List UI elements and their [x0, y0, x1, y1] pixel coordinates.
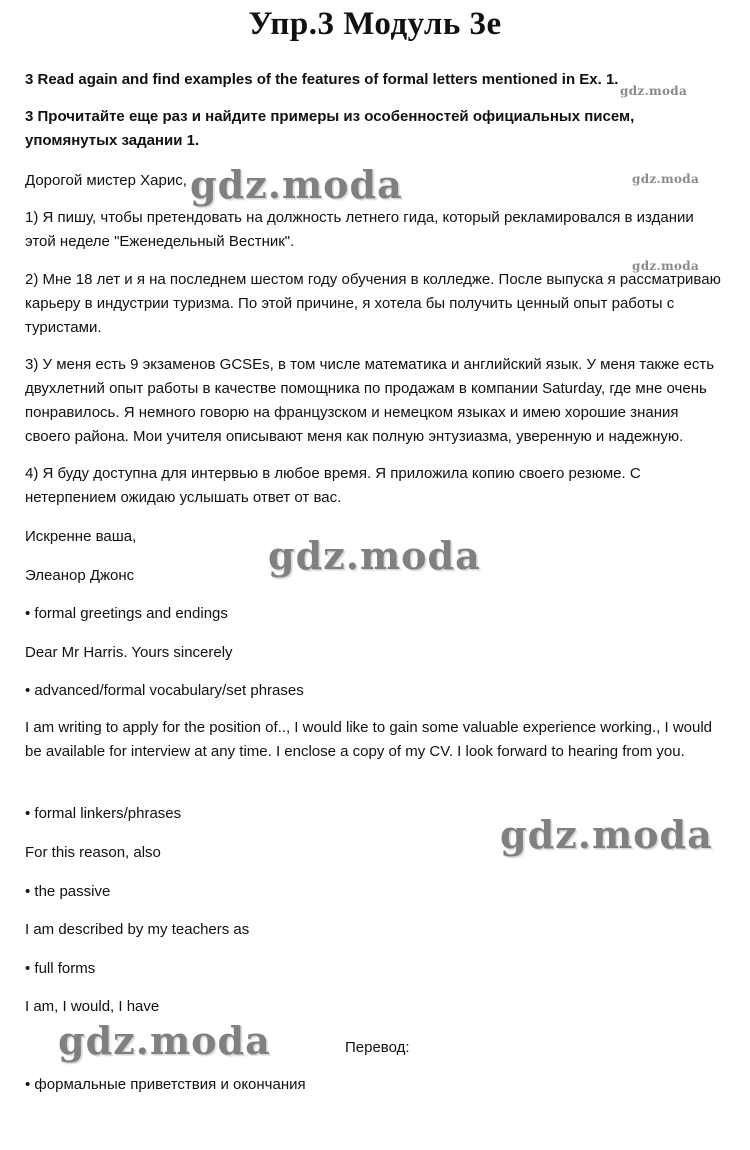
feature-example: I am, I would, I have: [25, 998, 160, 1015]
page-title: Упр.3 Модуль 3е: [248, 6, 502, 42]
watermark: gdz.moda: [268, 533, 481, 578]
watermark: gdz.moda: [632, 172, 700, 186]
letter-greeting: Дорогой мистер Харис,: [25, 172, 187, 189]
watermark: gdz.moda: [632, 259, 700, 273]
watermark: gdz.moda: [190, 162, 403, 207]
letter-paragraph-3: 3) У меня есть 9 экзаменов GCSEs, в том числе математика и английский язык. У меня также есть двухлетний опыт работы в качестве помощника по продажам в компании Saturday, где мне очень понравилось. Я немного говорю на французском и немецком языках и имею хорошие знания своего района. Мои учителя описывают меня как полную энтузиазма, уверенную и надежную.: [25, 356, 715, 445]
letter-closing: Искренне ваша,: [25, 528, 137, 545]
feature-label: • formal linkers/phrases: [25, 805, 182, 822]
translation-item: • формальные приветствия и окончания: [25, 1076, 306, 1093]
task-russian: 3 Прочитайте еще раз и найдите примеры из особенностей официальных писем, упомянутых задании 1.: [25, 108, 635, 149]
feature-label: • full forms: [25, 960, 96, 977]
letter-paragraph-2: 2) Мне 18 лет и я на последнем шестом году обучения в колледже. После выпуска я рассматриваю карьеру в индустрии туризма. По этой причине, я хотела бы получить ценный опыт работы с туристами.: [25, 271, 721, 336]
watermark: gdz.moda: [620, 84, 688, 98]
translation-label: Перевод:: [345, 1039, 410, 1056]
feature-example: Dear Mr Harris. Yours sincerely: [25, 644, 233, 661]
feature-example: I am described by my teachers as: [25, 921, 250, 938]
letter-signature: Элеанор Джонс: [25, 567, 135, 584]
feature-label: • formal greetings and endings: [25, 605, 228, 622]
watermark: gdz.moda: [58, 1018, 271, 1063]
feature-label: • advanced/formal vocabulary/set phrases: [25, 682, 304, 699]
letter-paragraph-1: 1) Я пишу, чтобы претендовать на должность летнего гида, который рекламировался в издании этой неделе "Еженедельный Вестник".: [25, 209, 694, 250]
feature-label: • the passive: [25, 883, 111, 900]
feature-example: I am writing to apply for the position of.., I would like to gain some valuable experience working., I would be available for interview at any time. I enclose a copy of my CV. I look forward to hearing from you.: [25, 719, 713, 760]
letter-paragraph-4: 4) Я буду доступна для интервью в любое время. Я приложила копию своего резюме. С нетерпением ожидаю услышать ответ от вас.: [25, 465, 641, 506]
watermark: gdz.moda: [500, 812, 713, 857]
feature-example: For this reason, also: [25, 844, 161, 861]
task-english: 3 Read again and find examples of the features of formal letters mentioned in Ex. 1.: [25, 71, 619, 88]
